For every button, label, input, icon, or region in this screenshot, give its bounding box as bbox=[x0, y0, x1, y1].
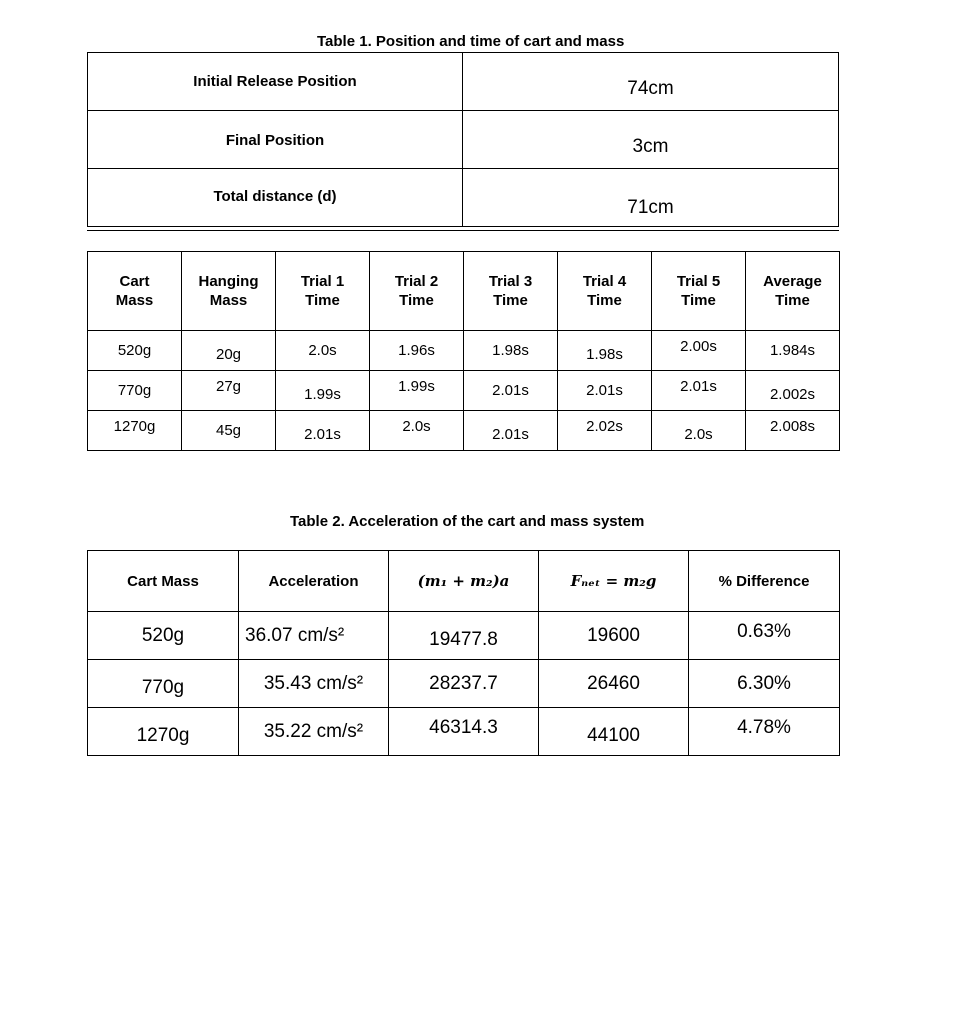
table-cell: 45g bbox=[182, 411, 276, 451]
table-cell: 2.00s bbox=[652, 331, 746, 371]
table-cell: 1.98s bbox=[558, 331, 652, 371]
total-distance-label: Total distance (d) bbox=[88, 169, 463, 227]
table-cell: 2.01s bbox=[464, 411, 558, 451]
table-row bbox=[88, 53, 839, 111]
table-row bbox=[88, 612, 840, 660]
header-cell: Hanging Mass bbox=[182, 252, 276, 331]
header-cell: Trial 2 Time bbox=[370, 252, 464, 331]
table-cell: 2.02s bbox=[558, 411, 652, 451]
table-row bbox=[88, 169, 839, 227]
table-cell: 35.22 cm/s² bbox=[239, 708, 389, 756]
table-row bbox=[88, 371, 840, 411]
table-cell: 6.30% bbox=[689, 660, 840, 708]
table-cell: 1.99s bbox=[370, 371, 464, 411]
header-cell: Trial 5 Time bbox=[652, 252, 746, 331]
table-cell: 2.01s bbox=[464, 371, 558, 411]
table-cell: 2.0s bbox=[276, 331, 370, 371]
table-cell: 2.01s bbox=[558, 371, 652, 411]
trial-time-table bbox=[87, 251, 840, 451]
header-cell: % Difference bbox=[689, 551, 840, 612]
total-distance-value: 71cm bbox=[463, 169, 839, 227]
header-cell: Acceleration bbox=[239, 551, 389, 612]
table-cell: 2.0s bbox=[652, 411, 746, 451]
table-row bbox=[88, 660, 840, 708]
table-cell: 27g bbox=[182, 371, 276, 411]
acceleration-table bbox=[87, 550, 840, 756]
table-cell: 1.98s bbox=[464, 331, 558, 371]
table-cell: 2.002s bbox=[746, 371, 840, 411]
header-cell: Cart Mass bbox=[88, 551, 239, 612]
position-table bbox=[87, 52, 839, 227]
header-cell: Trial 4 Time bbox=[558, 252, 652, 331]
table-cell: 770g bbox=[88, 371, 182, 411]
table-row bbox=[88, 331, 840, 371]
header-cell: Trial 3 Time bbox=[464, 252, 558, 331]
final-position-label: Final Position bbox=[88, 111, 463, 169]
table-cell: 46314.3 bbox=[389, 708, 539, 756]
table-cell: 770g bbox=[88, 660, 239, 708]
table1-caption: Table 1. Position and time of cart and mass bbox=[317, 33, 625, 50]
table-cell: 4.78% bbox=[689, 708, 840, 756]
table-cell: 2.01s bbox=[652, 371, 746, 411]
header-cell: (m₁ + m₂)a bbox=[389, 551, 539, 612]
final-position-value: 3cm bbox=[463, 111, 839, 169]
table-cell: 2.01s bbox=[276, 411, 370, 451]
initial-position-label: Initial Release Position bbox=[88, 53, 463, 111]
initial-position-value: 74cm bbox=[463, 53, 839, 111]
table-cell: 0.63% bbox=[689, 612, 840, 660]
table-cell: 1.984s bbox=[746, 331, 840, 371]
header-cell: Trial 1 Time bbox=[276, 252, 370, 331]
table-cell: 35.43 cm/s² bbox=[239, 660, 389, 708]
table-cell: 1.99s bbox=[276, 371, 370, 411]
table-row bbox=[88, 708, 840, 756]
table2-caption: Table 2. Acceleration of the cart and mass system bbox=[290, 513, 645, 530]
table-cell: 44100 bbox=[539, 708, 689, 756]
header-cell: Average Time bbox=[746, 252, 840, 331]
header-cell: Cart Mass bbox=[88, 252, 182, 331]
table-cell: 19477.8 bbox=[389, 612, 539, 660]
table-cell: 28237.7 bbox=[389, 660, 539, 708]
divider bbox=[87, 230, 839, 231]
table-cell: 1270g bbox=[88, 708, 239, 756]
header-row bbox=[88, 551, 840, 612]
table-cell: 520g bbox=[88, 612, 239, 660]
table-cell: 26460 bbox=[539, 660, 689, 708]
header-cell: Fₙₑₜ = m₂g bbox=[539, 551, 689, 612]
table-cell: 20g bbox=[182, 331, 276, 371]
table-cell: 1.96s bbox=[370, 331, 464, 371]
table-cell: 1270g bbox=[88, 411, 182, 451]
table-row bbox=[88, 111, 839, 169]
table-cell: 36.07 cm/s² bbox=[239, 612, 389, 660]
table-cell: 520g bbox=[88, 331, 182, 371]
header-row bbox=[88, 252, 840, 331]
table-cell: 2.008s bbox=[746, 411, 840, 451]
table-row bbox=[88, 411, 840, 451]
table-cell: 19600 bbox=[539, 612, 689, 660]
table-cell: 2.0s bbox=[370, 411, 464, 451]
